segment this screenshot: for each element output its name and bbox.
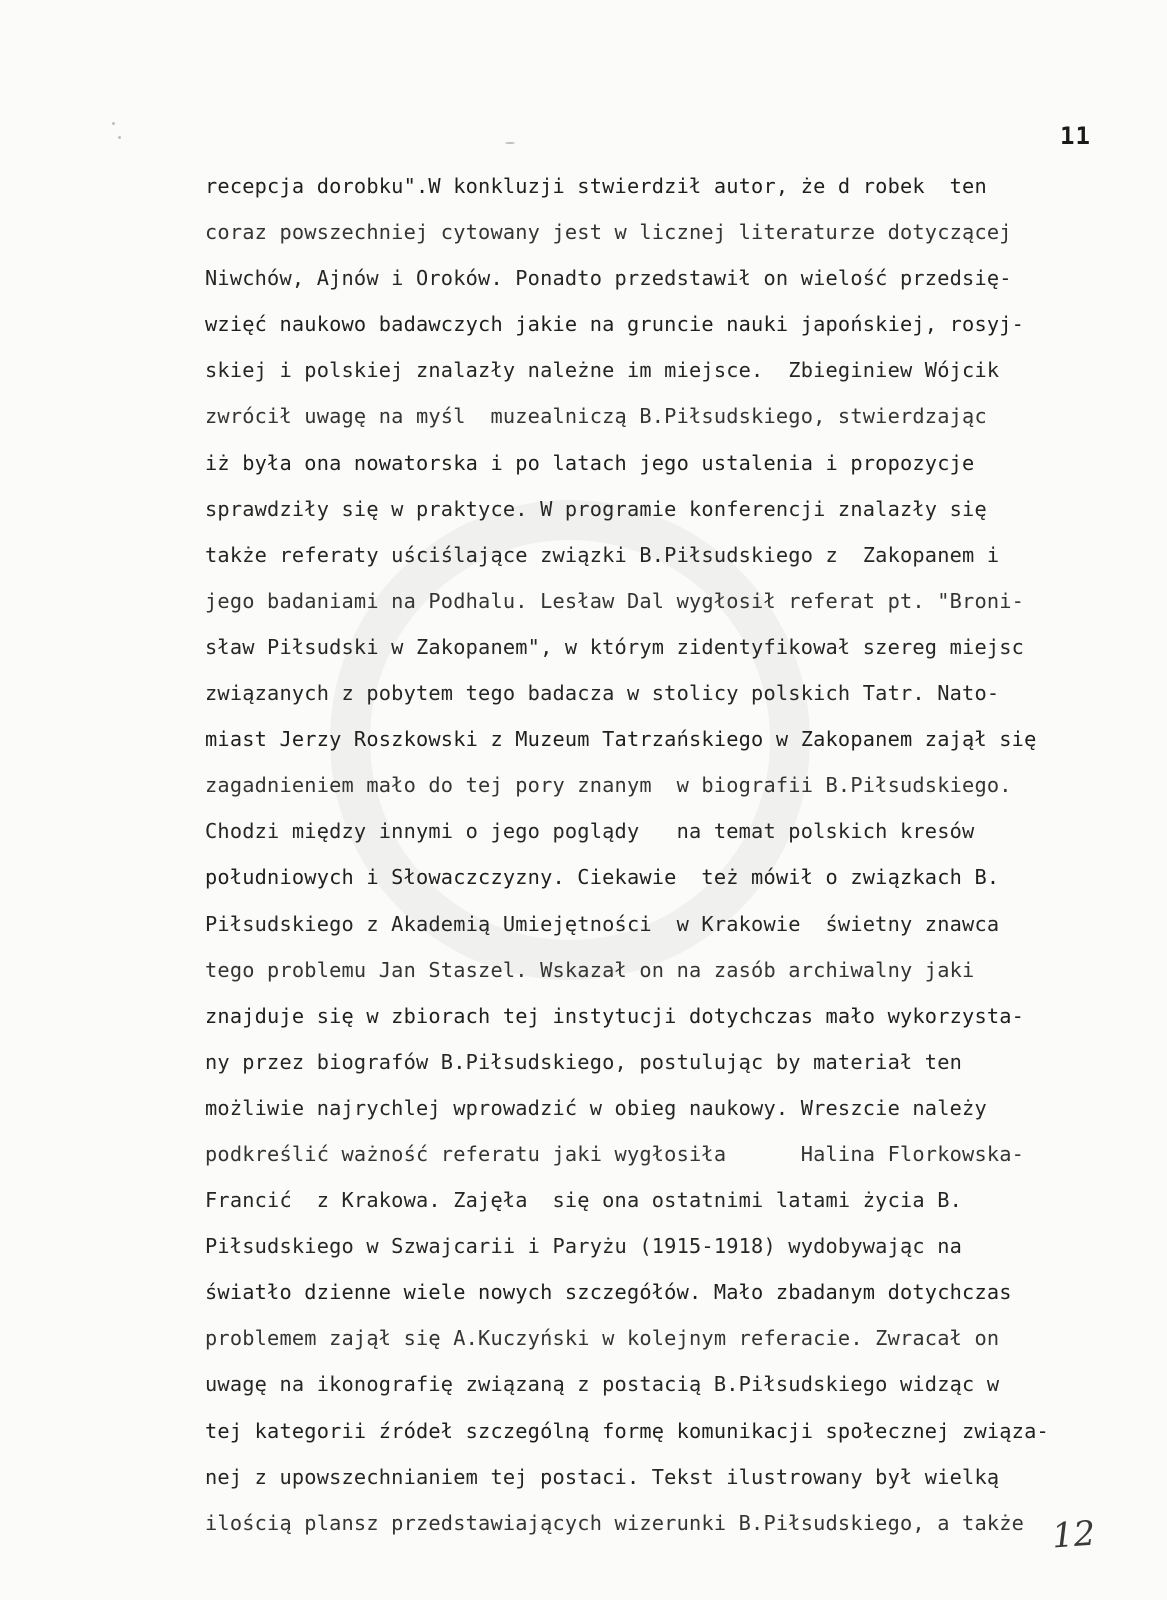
text-line: Piłsudskiego z Akademią Umiejętności w Krakowie świetny znawca [205, 911, 1000, 936]
text-line: nej z upowszechnianiem tej postaci. Tekst ilustrowany był wielką [205, 1464, 1000, 1489]
text-line: Niwchów, Ajnów i Oroków. Ponadto przedstawił on wielość przedsię- [205, 266, 1012, 291]
text-line: znajduje się w zbiorach tej instytucji dotychczas mało wykorzysta- [205, 1003, 1025, 1028]
text-line: światło dzienne wiele nowych szczegółów. Mało zbadanym dotychczas [205, 1280, 1012, 1305]
text-line: podkreślić ważność referatu jaki wygłosiła Halina Florkowska- [205, 1141, 1025, 1166]
text-line: tej kategorii źródeł szczególną formę komunikacji społecznej związa- [205, 1418, 1049, 1443]
handwritten-page-number: 12 [1050, 1513, 1097, 1557]
text-line: sprawdziły się w praktyce. W programie konferencji znalazły się [205, 496, 987, 521]
scan-speck [118, 136, 121, 139]
text-line: możliwie najrychlej wprowadzić w obieg naukowy. Wreszcie należy [205, 1095, 987, 1120]
text-line: sław Piłsudski w Zakopanem", w którym zidentyfikował szereg miejsc [205, 634, 1025, 659]
text-line: tego problemu Jan Staszel. Wskazał on na zasób archiwalny jaki [205, 957, 975, 982]
text-line: ny przez biografów B.Piłsudskiego, postulując by materiał ten [205, 1049, 963, 1074]
text-line: iż była ona nowatorska i po latach jego ustalenia i propozycje [205, 450, 975, 475]
text-line: uwagę na ikonografię związaną z postacią B.Piłsudskiego widząc w [205, 1372, 1000, 1397]
text-line: recepcja dorobku".W konkluzji stwierdził autor, że d robek ten [205, 174, 987, 198]
page-number: 11 [1060, 122, 1091, 150]
text-line: zagadnieniem mało do tej pory znanym w biografii B.Piłsudskiego. [205, 773, 1012, 798]
text-line: południowych i Słowaczczyzny. Ciekawie też mówił o związkach B. [205, 865, 1000, 890]
scan-speck [505, 142, 515, 144]
text-line: zwrócił uwagę na myśl muzealniczą B.Piłsudskiego, stwierdzając [205, 404, 987, 429]
text-line: ilością plansz przedstawiających wizerunki B.Piłsudskiego, a także [205, 1510, 1025, 1535]
text-line: wzięć naukowo badawczych jakie na gruncie nauki japońskiej, rosyj- [205, 312, 1025, 337]
body-text [205, 163, 1145, 1546]
text-line: miast Jerzy Roszkowski z Muzeum Tatrzańskiego w Zakopanem zajął się [205, 727, 1037, 752]
text-line: problemem zajął się A.Kuczyński w kolejnym referacie. Zwracał on [205, 1326, 1000, 1351]
text-line: skiej i polskiej znalazły należne im miejsce. Zbieginiew Wójcik [205, 358, 1000, 383]
text-line: jego badaniami na Podhalu. Lesław Dal wygłosił referat pt. "Broni- [205, 588, 1025, 613]
text-line: Francić z Krakowa. Zajęła się ona ostatnimi latami życia B. [205, 1188, 963, 1213]
text-line: także referaty uściślające związki B.Piłsudskiego z Zakopanem i [205, 542, 1000, 567]
text-line: Piłsudskiego w Szwajcarii i Paryżu (1915-1918) wydobywając na [205, 1234, 963, 1259]
text-line: związanych z pobytem tego badacza w stolicy polskich Tatr. Nato- [205, 681, 1000, 706]
text-line: Chodzi między innymi o jego poglądy na temat polskich kresów [205, 819, 975, 844]
text-line: coraz powszechniej cytowany jest w licznej literaturze dotyczącej [205, 220, 1012, 245]
scan-speck [112, 122, 115, 125]
